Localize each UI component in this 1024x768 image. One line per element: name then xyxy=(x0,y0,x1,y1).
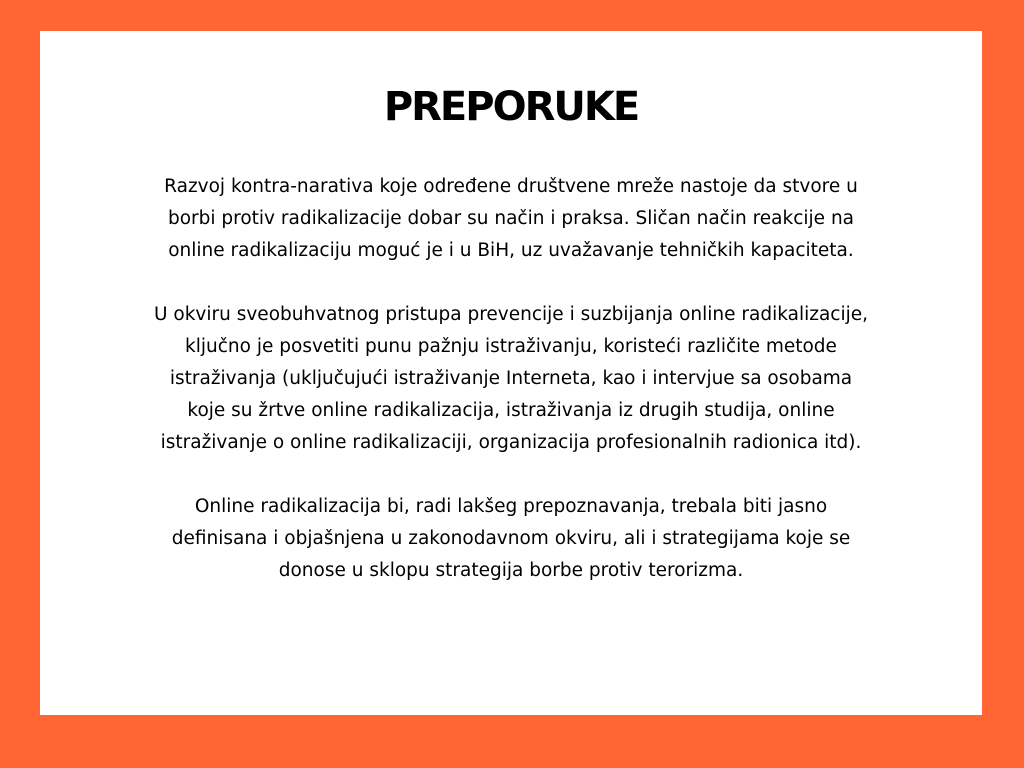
slide-title: PREPORUKE xyxy=(383,84,639,130)
slide-panel xyxy=(40,31,982,715)
text-line: istraživanje o online radikalizaciji, organizacija profesionalnih radionica itd). xyxy=(160,432,862,453)
text-line: ključno je posvetiti punu pažnju istraživanju, koristeći različite metode xyxy=(185,336,837,357)
text-line: istraživanja (uključujući istraživanje Interneta, kao i intervjue sa osobama xyxy=(169,368,853,389)
paragraph-research xyxy=(60,299,962,459)
text-line: koje su žrtve online radikalizacija, istraživanja iz drugih studija, online xyxy=(187,400,835,421)
text-line: online radikalizaciju moguć je i u BiH, uz uvažavanje tehničkih kapaciteta. xyxy=(168,240,854,261)
slide-body xyxy=(60,171,962,619)
text-line: donose u sklopu strategija borbe protiv terorizma. xyxy=(278,560,744,581)
text-line: borbi protiv radikalizacije dobar su način i praksa. Sličan način reakcije na xyxy=(167,208,855,229)
text-line: Razvoj kontra-narativa koje određene društvene mreže nastoje da stvore u xyxy=(164,176,858,197)
text-line: Online radikalizacija bi, radi lakšeg prepoznavanja, trebala biti jasno xyxy=(194,496,828,517)
paragraph-legal-definition xyxy=(60,491,962,587)
text-line: definisana i objašnjena u zakonodavnom okviru, ali i strategijama koje se xyxy=(171,528,851,549)
paragraph-counter-narratives xyxy=(60,171,962,267)
text-line: U okviru sveobuhvatnog pristupa prevencije i suzbijanja online radikalizacije, xyxy=(153,304,869,325)
